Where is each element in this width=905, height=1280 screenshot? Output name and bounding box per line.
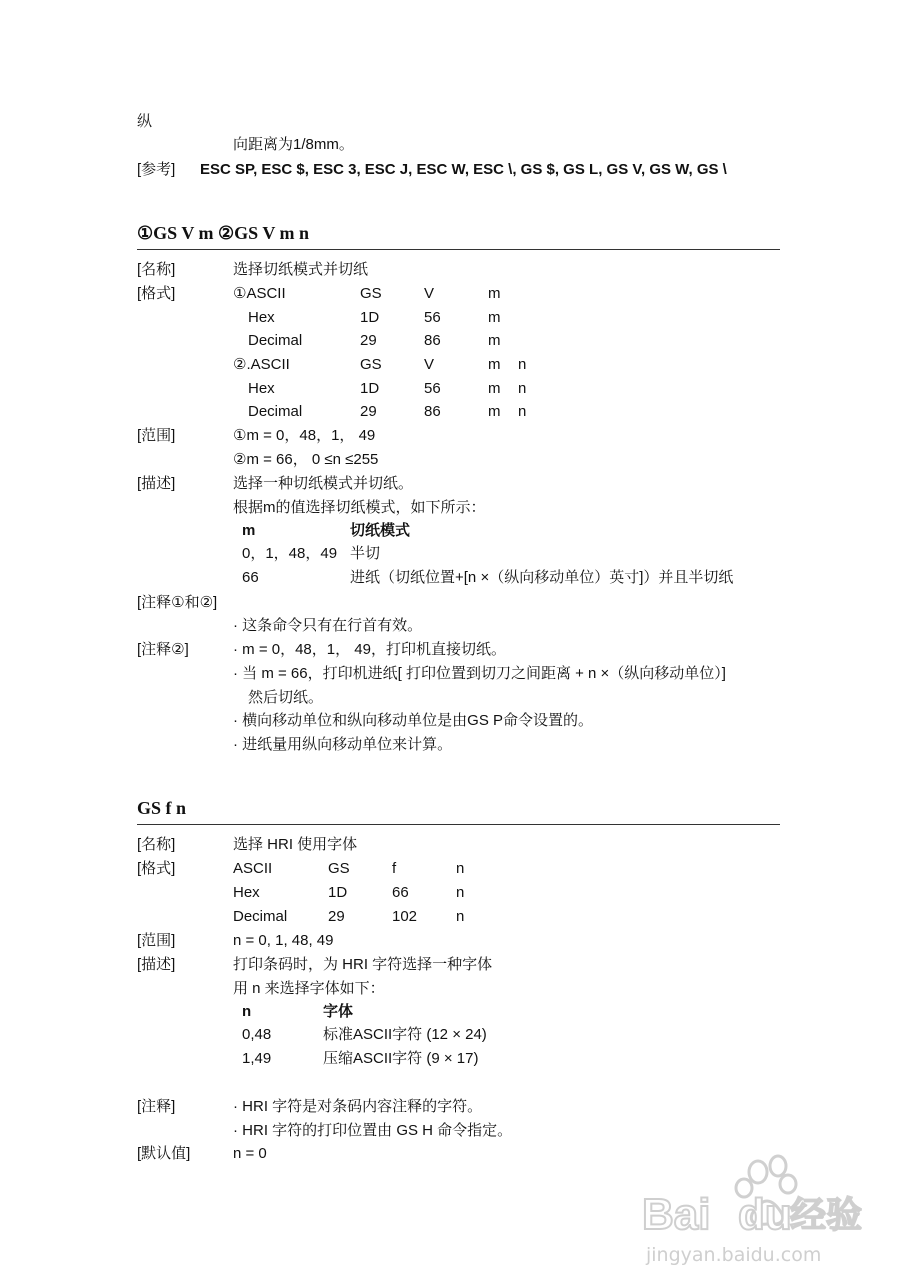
mode-header-mode: 切纸模式 <box>350 522 411 539</box>
format-cell: Hex <box>248 309 275 326</box>
section-divider <box>137 249 780 250</box>
format-cell: m <box>488 403 501 420</box>
name-label: [名称] <box>137 261 176 278</box>
font-header-font: 字体 <box>323 1003 354 1020</box>
note-text: · 进纸量用纵向移动单位来计算。 <box>233 736 453 753</box>
text-fragment: 向距离为1/8mm。 <box>233 136 354 153</box>
format-label: [格式] <box>137 860 176 877</box>
mode-cell: 66 <box>242 569 259 586</box>
note-text: · HRI 字符是对条码内容注释的字符。 <box>233 1098 483 1115</box>
range-value: ②m = 66， 0 ≤n ≤255 <box>233 451 379 468</box>
format-cell: 29 <box>360 332 377 349</box>
range-value: ①m = 0，48，1， 49 <box>233 427 376 444</box>
format-cell: n <box>456 908 465 925</box>
format-cell: 56 <box>424 380 441 397</box>
mode-header-m: m <box>242 522 256 539</box>
format-cell: GS <box>360 285 382 302</box>
format-cell: GS <box>360 356 382 373</box>
default-value: n = 0 <box>233 1145 267 1162</box>
format-cell: n <box>518 403 527 420</box>
format-label: [格式] <box>137 285 176 302</box>
watermark-url: jingyan.baidu.com <box>646 1244 822 1266</box>
note-text: · m = 0，48，1， 49，打印机直接切纸。 <box>233 641 506 658</box>
text-fragment: 纵 <box>137 113 153 130</box>
note-text: 然后切纸。 <box>248 689 324 706</box>
range-label: [范围] <box>137 932 176 949</box>
format-cell: Decimal <box>233 908 288 925</box>
section-heading-gsf: GS f n <box>137 798 187 818</box>
desc-text: 打印条码时，为 HRI 字符选择一种字体 <box>233 956 493 973</box>
format-cell: 102 <box>392 908 418 925</box>
format-cell: m <box>488 309 501 326</box>
note-text: · HRI 字符的打印位置由 GS H 命令指定。 <box>233 1122 513 1139</box>
format-cell: Decimal <box>248 403 303 420</box>
format-cell: n <box>518 356 527 373</box>
note2-label: [注释②] <box>137 641 189 658</box>
range-label: [范围] <box>137 427 176 444</box>
font-cell: 0,48 <box>242 1026 272 1043</box>
desc-label: [描述] <box>137 475 176 492</box>
desc-label: [描述] <box>137 956 176 973</box>
format-cell: m <box>488 285 501 302</box>
command-name: 选择 HRI 使用字体 <box>233 836 358 853</box>
baidu-jingyan-watermark <box>640 1152 870 1270</box>
note-text: · 这条命令只有在行首有效。 <box>233 617 423 634</box>
format-cell: 66 <box>392 884 409 901</box>
ref-label: [参考] <box>137 161 176 178</box>
note-text: · 当 m = 66，打印机进纸[ 打印位置到切刀之间距离 + n ×（纵向移动单位）] <box>233 665 726 682</box>
format-cell: n <box>456 884 465 901</box>
format-cell: 1D <box>360 380 380 397</box>
font-header-n: n <box>242 1003 252 1020</box>
format-cell: Hex <box>233 884 260 901</box>
command-name: 选择切纸模式并切纸 <box>233 261 369 278</box>
format-cell: m <box>488 356 501 373</box>
format-cell: V <box>424 285 435 302</box>
format-cell: 56 <box>424 309 441 326</box>
font-cell: 1,49 <box>242 1050 272 1067</box>
ref-text: ESC SP, ESC $, ESC 3, ESC J, ESC W, ESC \, GS $, GS L, GS V, GS W, GS \ <box>200 161 727 178</box>
format-cell: V <box>424 356 435 373</box>
name-label: [名称] <box>137 836 176 853</box>
section-divider <box>137 824 780 825</box>
format-cell: GS <box>328 860 350 877</box>
range-value: n = 0, 1, 48, 49 <box>233 932 334 949</box>
section-heading-gsv: ①GS V m ②GS V m n <box>137 223 309 243</box>
format-cell: n <box>456 860 465 877</box>
watermark-brand: Bai <box>642 1190 711 1239</box>
format-cell: 86 <box>424 403 441 420</box>
note-text: · 横向移动单位和纵向移动单位是由GS P命令设置的。 <box>233 712 594 729</box>
mode-cell: 0，1，48，49 <box>242 545 338 562</box>
mode-cell: 半切 <box>350 545 381 562</box>
format-cell: 29 <box>360 403 377 420</box>
format-cell: 1D <box>360 309 380 326</box>
format-cell: f <box>392 860 397 877</box>
format-cell: ①ASCII <box>233 285 286 302</box>
watermark-brand-du: du <box>738 1190 792 1239</box>
note12-label: [注释①和②] <box>137 594 218 611</box>
desc-text: 用 n 来选择字体如下： <box>233 980 385 997</box>
format-cell: ②.ASCII <box>233 356 290 373</box>
format-cell: ASCII <box>233 860 273 877</box>
note-label: [注释] <box>137 1098 176 1115</box>
format-cell: 1D <box>328 884 348 901</box>
format-cell: 29 <box>328 908 345 925</box>
format-cell: m <box>488 380 501 397</box>
format-cell: 86 <box>424 332 441 349</box>
format-cell: n <box>518 380 527 397</box>
font-cell: 压缩ASCII字符 (9 × 17) <box>323 1050 479 1067</box>
desc-text: 选择一种切纸模式并切纸。 <box>233 475 414 492</box>
mode-cell: 进纸（切纸位置+[n ×（纵向移动单位）英寸]）并且半切纸 <box>350 569 734 586</box>
font-cell: 标准ASCII字符 (12 × 24) <box>323 1026 487 1043</box>
watermark-cn: 经验 <box>790 1194 863 1235</box>
format-cell: Hex <box>248 380 275 397</box>
format-cell: Decimal <box>248 332 303 349</box>
default-label: [默认值] <box>137 1145 191 1162</box>
format-cell: m <box>488 332 501 349</box>
desc-text: 根据m的值选择切纸模式，如下所示： <box>233 499 486 516</box>
